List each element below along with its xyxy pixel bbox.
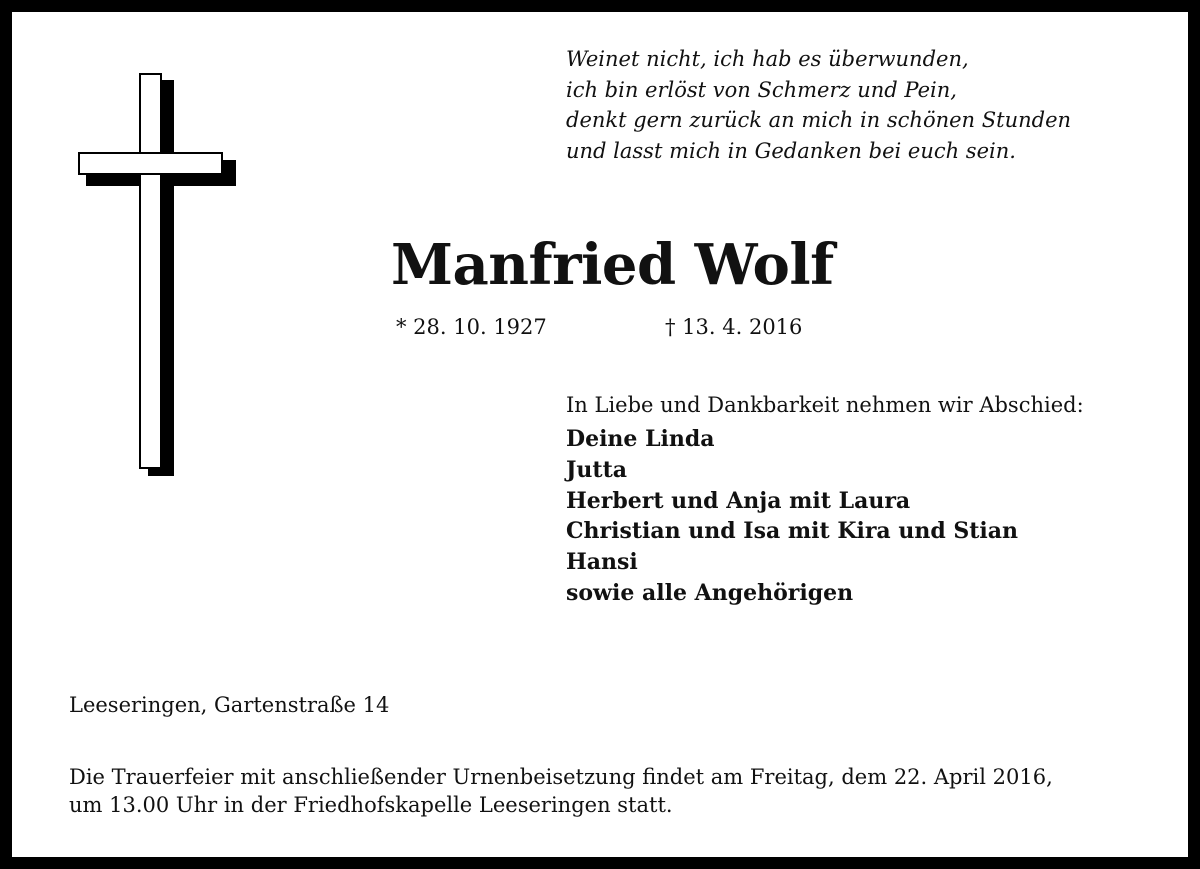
poem-line: ich bin erlöst von Schmerz und Pein, [566,77,957,102]
mourner-name: Jutta [566,456,627,483]
mourner-name: Herbert und Anja mit Laura [566,487,911,514]
mourner-name: Christian und Isa mit Kira und Stian [566,518,1019,545]
ceremony-info [69,763,1053,819]
obituary-notice [12,12,1188,857]
mourners-list [566,424,1018,609]
poem [566,44,1071,166]
poem-line: Weinet nicht, ich hab es überwunden, [566,47,969,71]
mourner-name: Deine Linda [566,426,715,452]
birth-date: * 28. 10. 1927 [396,315,547,339]
deceased-name: Manfried Wolf [391,232,834,298]
poem-line: und lasst mich in Gedanken bei euch sein. [566,138,1016,163]
cross-icon [74,72,244,496]
farewell-intro: In Liebe und Dankbarkeit nehmen wir Abschied: [566,393,1084,417]
mourner-name: Hansi [566,549,638,576]
mourner-name: sowie alle Angehörigen [566,579,854,606]
ceremony-line: Die Trauerfeier mit anschließender Urnenbeisetzung findet am Freitag, dem 22. April 2016, [69,765,1053,789]
poem-line: denkt gern zurück an mich in schönen Stunden [566,108,1072,132]
death-date: † 13. 4. 2016 [665,315,803,339]
address: Leeseringen, Gartenstraße 14 [69,693,390,717]
ceremony-line: um 13.00 Uhr in der Friedhofskapelle Leeseringen statt. [69,793,673,817]
